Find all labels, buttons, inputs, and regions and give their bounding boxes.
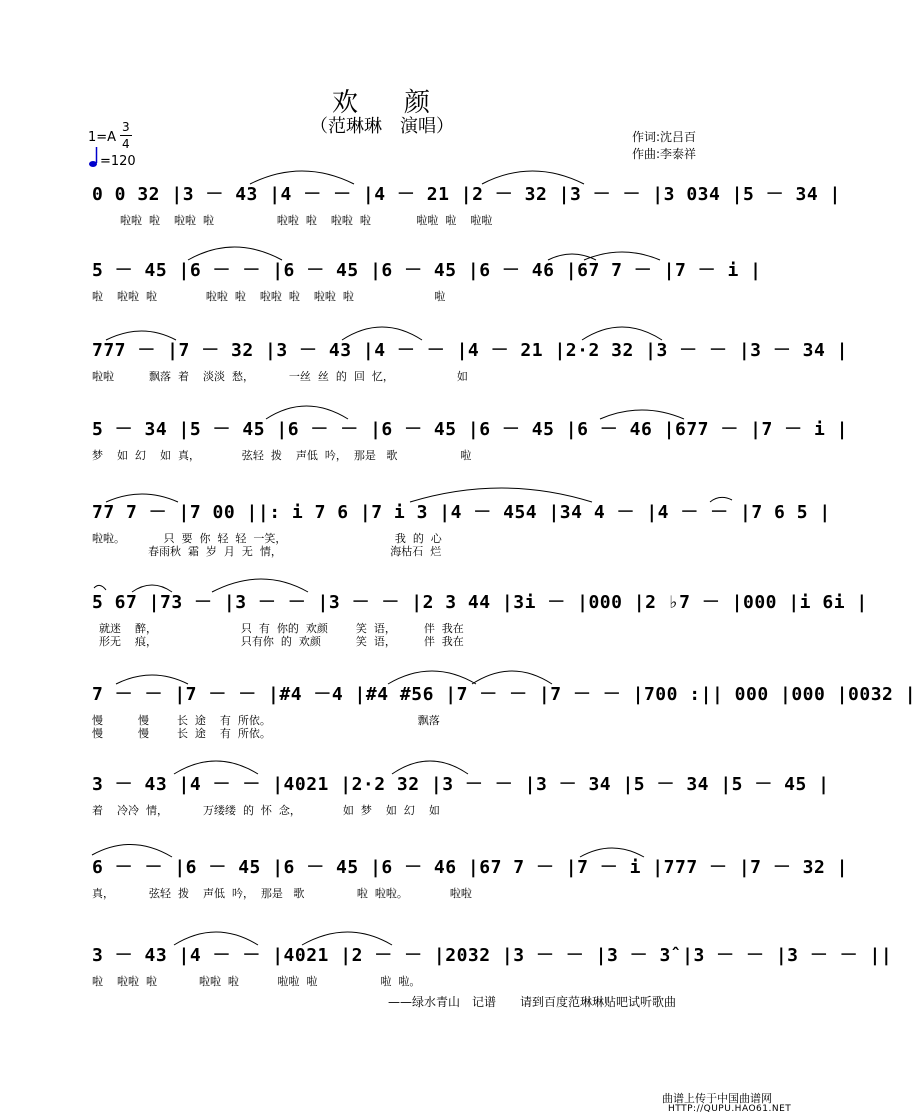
score-row-3	[92, 336, 849, 398]
lyric-line-1: 啦 啦啦 啦 啦啦 啦 啦啦 啦 啦 啦。	[92, 975, 421, 988]
notation-line: 5 － 34 |5 － 45 |6 － － |6 － 45 |6 － 45 |6 － 46 |677 － |7 － i |	[92, 419, 849, 440]
lyric-line-1: 着 冷冷 情， 万缕缕 的 怀 念， 如 梦 如 幻 如	[92, 804, 440, 817]
notation-line: 3 － 43 |4 － － |4021 |2·2 32 |3 － － |3 － 34 |5 － 34 |5 － 45 |	[92, 774, 830, 795]
lyricist-credit: 作词:沈吕百	[632, 130, 697, 144]
transcriber-note: ——绿水青山 记谱 请到百度范琳琳贴吧试听歌曲	[388, 995, 677, 1009]
notation-line: 77 7 － |7 00 ||: i 7 6 |7 i 3 |4 － 454 |34 4 － |4 － － |7 6 5 |	[92, 502, 831, 523]
score-row-5	[92, 498, 831, 560]
notation-line: 5 － 45 |6 － － |6 － 45 |6 － 45 |6 － 46 |67 7 － |7 － i |	[92, 260, 762, 281]
score-row-1	[92, 180, 841, 242]
lyric-line-1: 慢 慢 长 途 有 所依。 飘落	[92, 714, 440, 727]
lyric-line-2: 春雨秋 霜 岁 月 无 情， 海枯石 烂	[92, 545, 442, 558]
site-stamp: 曲谱上传于中国曲谱网	[662, 1092, 772, 1105]
lyric-line-1: 啦啦 啦 啦啦 啦 啦啦 啦 啦啦 啦 啦啦 啦 啦啦	[92, 214, 493, 227]
composer-credit: 作曲:李泰祥	[632, 147, 697, 161]
score-row-7	[92, 680, 916, 742]
song-subtitle: （范琳琳 演唱）	[310, 116, 454, 137]
time-signature-top: 3	[122, 120, 130, 134]
lyric-line-1: 真， 弦轻 拨 声低 吟， 那是 歌 啦 啦啦。 啦啦	[92, 887, 472, 900]
score-row-9	[92, 853, 849, 915]
lyric-line-1: 就迷 醉， 只 有 你的 欢颜 笑 语， 伴 我在	[92, 622, 464, 635]
site-url: HTTP://QUPU.HAO61.NET	[668, 1104, 792, 1114]
notation-line: 5 67 |73 － |3 － － |3 － － |2 3 44 |3i － |000 |2 ♭7 － |000 |i 6i |	[92, 592, 868, 613]
lyric-line-2: 慢 慢 长 途 有 所依。	[92, 727, 271, 740]
score-row-4	[92, 415, 849, 477]
score-row-2	[92, 256, 762, 318]
lyric-line-1: 梦 如 幻 如 真， 弦轻 拨 声低 吟， 那是 歌 啦	[92, 449, 472, 462]
lyric-line-2: 形无 痕， 只有你 的 欢颜 笑 语， 伴 我在	[92, 635, 464, 648]
score-row-8	[92, 770, 830, 832]
key-signature: 1=A	[88, 130, 117, 145]
song-title: 欢颜	[332, 88, 477, 118]
lyric-line-1: 啦啦。 只 要 你 轻 轻 一笑， 我 的 心	[92, 532, 442, 545]
score-row-6	[92, 588, 868, 650]
lyric-line-1: 啦 啦啦 啦 啦啦 啦 啦啦 啦 啦啦 啦 啦	[92, 290, 446, 303]
notation-line: 6 － － |6 － 45 |6 － 45 |6 － 46 |67 7 － |7 － i |777 － |7 － 32 |	[92, 857, 849, 878]
time-signature-divider	[120, 135, 132, 136]
notation-line: 0 0 32 |3 － 43 |4 － － |4 － 21 |2 － 32 |3 － － |3 034 |5 － 34 |	[92, 184, 841, 205]
time-signature-bottom: 4	[122, 137, 130, 151]
notation-line: 777 － |7 － 32 |3 － 43 |4 － － |4 － 21 |2·2 32 |3 － － |3 － 34 |	[92, 340, 849, 361]
notation-line: 3 － 43 |4 － － |4021 |2 － － |2032 |3 － － |3 － 3̂ |3 － － |3 － － ||	[92, 945, 893, 966]
lyric-line-1: 啦啦 飘落 着 淡淡 愁， 一丝 丝 的 回 忆， 如	[92, 370, 468, 383]
notation-line: 7 － － |7 － － |#4 －4 |#4 #56 |7 － － |7 － － |700 :|| 000 |000 |0032 |	[92, 684, 916, 705]
tempo-value: =120	[100, 154, 136, 169]
